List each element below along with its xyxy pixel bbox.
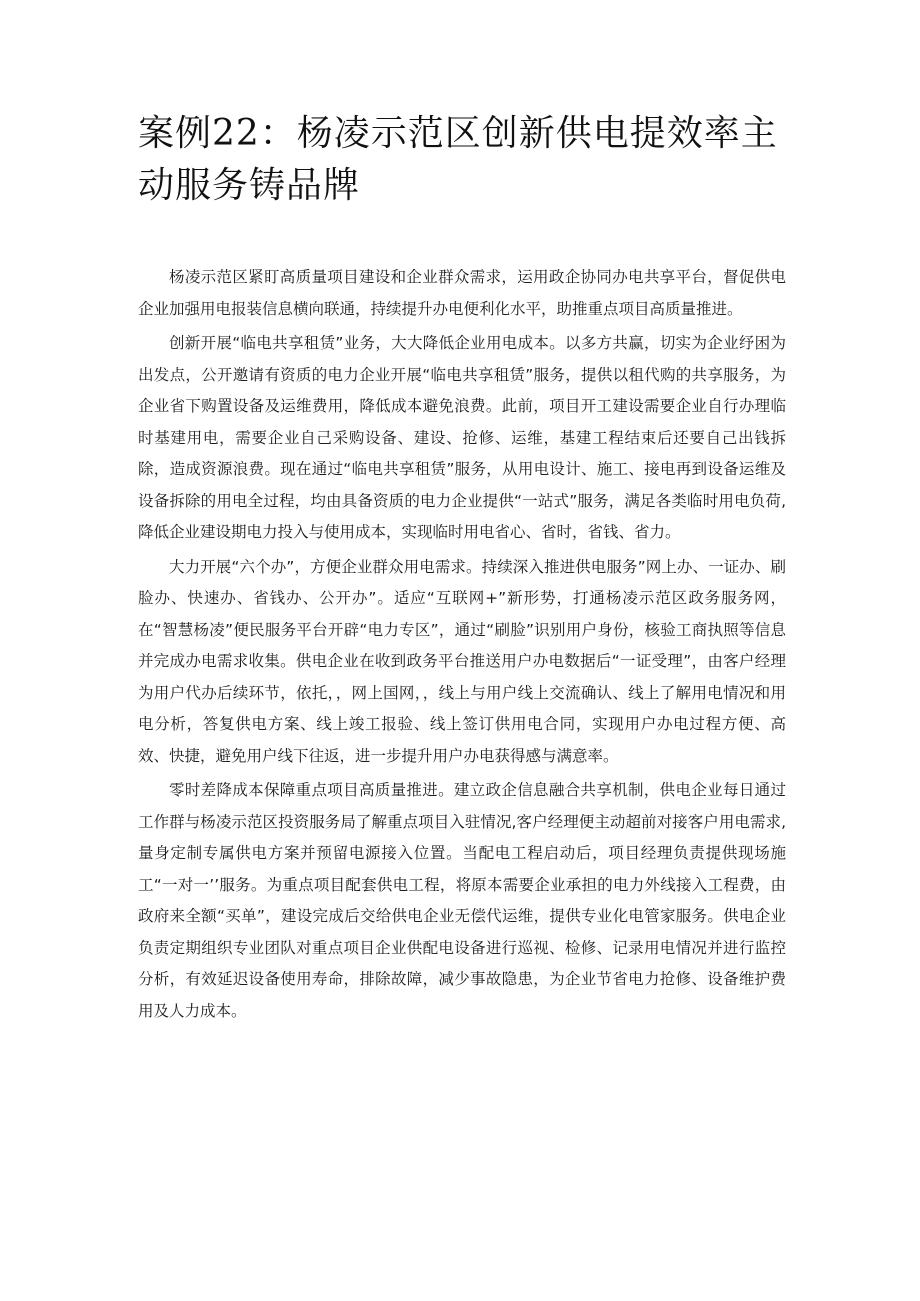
- document-body: [138, 262, 786, 1030]
- paragraph-six-services: 大力开展“六个办”，方便企业群众用电需求。持续深入推进供电服务”网上办、一证办、刷脸办、快速办、省钱办、公开办”。适应“互联网+”新形势，打通杨凌示范区政务服务网，在“智慧杨凌”便民服务平台开辟“电力专区”，通过“刷脸”识别用户身份，核验工商执照等信息并完成办电需求收集。供电企业在收到政务平台推送用户办电数据后“一证受理”，由客户经理为用户代办后续环节，依托，，网上国网，，线上与用户线上交流确认、线上了解用电情况和用电分析，答复供电方案、线上竣工报验、线上签订供用电合同，实现用户办电过程方便、高效、快捷，避免用户线下往返，进一步提升用户办电获得感与满意率。: [138, 557, 786, 765]
- paragraph-intro: 杨凌示范区紧盯高质量项目建设和企业群众需求，运用政企协同办电共享平台，督促供电企业加强用电报装信息横向联通，持续提升办电便利化水平，助推重点项目高质量推进。: [138, 268, 786, 318]
- paragraph-temporary-power-leasing: 创新开展“临电共享租赁”业务，大大降低企业用电成本。以多方共赢，切实为企业纾困为出发点，公开邀请有资质的电力企业开展“临电共享租赁”服务，提供以租代购的共享服务，为企业省下购置设备及运维费用，降低成本避免浪费。此前，项目开工建设需要企业自行办理临时基建用电，需要企业自己采购设备、建设、抢修、运维，基建工程结束后还要自己出钱拆除，造成资源浪费。现在通过“临电共享租赁”服务，从用电设计、施工、接电再到设备运维及设备拆除的用电全过程，均由具备资质的电力企业提供“一站式”服务，满足各类临时用电负荷,降低企业建设期电力投入与使用成本，实现临时用电省心、省时，省钱、省力。: [138, 334, 786, 541]
- document-title: 案例22：杨凌示范区创新供电提效率主动服务铸品牌: [138, 113, 778, 206]
- paragraph-zero-delay: 零时差降成本保障重点项目高质量推进。建立政企信息融合共享机制，供电企业每日通过工作群与杨凌示范区投资服务局了解重点项目入驻情况,客户经理便主动超前对接客户用电需求,量身定制专属供电方案并预留电源接入位置。当配电工程启动后，项目经理负责提供现场施工“一对一’’服务。为重点项目配套供电工程，将原本需要企业承担的电力外线接入工程费，由政府来全额“买单”，建设完成后交给供电企业无偿代运维，提供专业化电管家服务。供电企业负责定期组织专业团队对重点项目企业供配电设备进行巡视、检修、记录用电情况并进行监控分析，有效延迟设备使用寿命，排除故障，减少事故隐患，为企业节省电力抢修、设备维护费用及人力成本。: [138, 781, 786, 1020]
